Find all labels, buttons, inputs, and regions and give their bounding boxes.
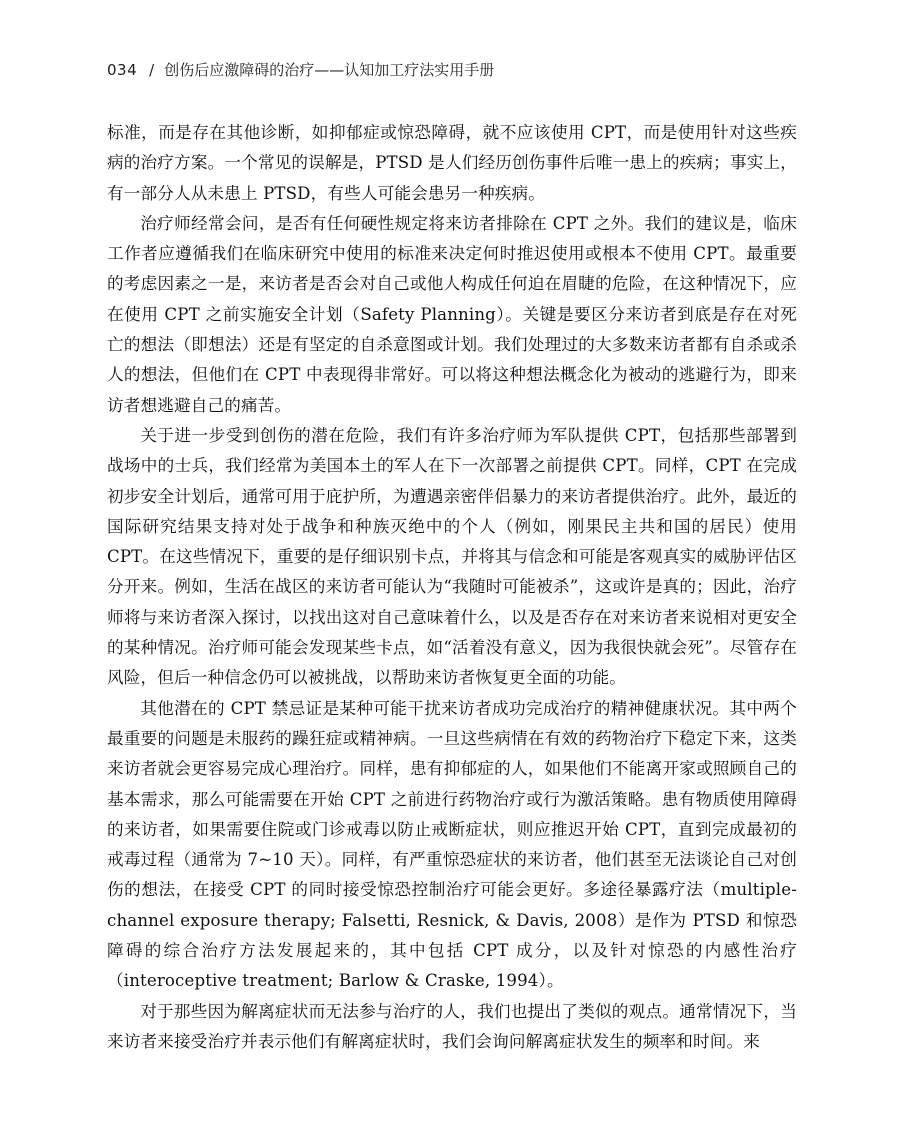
paragraph-exclusion-rules: 治疗师经常会问，是否有任何硬性规定将来访者排除在 CPT 之外。我们的建议是，临床工作者应遵循我们在临床研究中使用的标准来决定何时推迟使用或根本不使用 CPT。最重要的考虑因素之一是，来访者是否会对自己或他人构成任何迫在眉睫的危险，在这种情况下，应在使用 CPT 之前实施安全计划（Safety Planning）。关键是要区分来访者到底是存在对死亡的想法（即想法）还是有坚定的自杀意图或计划。我们处理过的大多数来访者都有自杀或杀人的想法，但他们在 CPT 中表现得非常好。可以将这种想法概念化为被动的逃避行为，即来访者想逃避自己的痛苦。 <box>107 213 797 415</box>
header-separator: / <box>149 61 155 79</box>
paragraph-dissociation: 对于那些因为解离症状而无法参与治疗的人，我们也提出了类似的观点。通常情况下，当来访者来接受治疗并表示他们有解离症状时，我们会询问解离症状发生的频率和时间。来 <box>107 1001 797 1051</box>
paragraph-continued: 标准，而是存在其他诊断，如抑郁症或惊恐障碍，就不应该使用 CPT，而是使用针对这些疾病的治疗方案。一个常见的误解是，PTSD 是人们经历创伤事件后唯一患上的疾病；事实上，有一部分人从未患上 PTSD，有些人可能会患另一种疾病。 <box>107 123 797 203</box>
paragraph-further-trauma: 关于进一步受到创伤的潜在危险，我们有许多治疗师为军队提供 CPT，包括那些部署到战场中的士兵，我们经常为美国本土的军人在下一次部署之前提供 CPT。同样，CPT 在完成初步安全计划后，通常可用于庇护所，为遭遇亲密伴侣暴力的来访者提供治疗。此外，最近的国际研究结果支持对处于战争和种族灭绝中的个人（例如，刚果民主共和国的居民）使用 CPT。在这些情况下，重要的是仔细识别卡点，并将其与信念和可能是客观真实的威胁评估区分开来。例如，生活在战区的来访者可能认为“我随时可能被杀”，这或许是真的；因此，治疗师将与来访者深入探讨，以找出这对自己意味着什么，以及是否存在对来访者来说相对更安全的某种情况。治疗师可能会发现某些卡点，如“活着没有意义，因为我很快就会死”。尽管存在风险，但后一种信念仍可以被挑战，以帮助来访者恢复更全面的功能。 <box>107 425 797 688</box>
book-title: 创伤后应激障碍的治疗——认知加工疗法实用手册 <box>164 61 495 79</box>
body-text <box>107 118 797 1057</box>
paragraph-contraindications: 其他潜在的 CPT 禁忌证是某种可能干扰来访者成功完成治疗的精神健康状况。其中两个最重要的问题是未服药的躁狂症或精神病。一旦这些病情在有效的药物治疗下稳定下来，这类来访者就会更容易完成心理治疗。同样，患有抑郁症的人，如果他们不能离开家或照顾自己的基本需求，那么可能需要在开始 CPT 之前进行药物治疗或行为激活策略。患有物质使用障碍的来访者，如果需要住院或门诊戒毒以防止戒断症状，则应推迟开始 CPT，直到完成最初的戒毒过程（通常为 7~10 天）。同样，有严重惊恐症状的来访者，他们甚至无法谈论自己对创伤的想法，在接受 CPT 的同时接受惊恐控制治疗可能会更好。多途径暴露疗法（multiple-channel exposure therapy; Falsetti, Resnick, & Davis, 2008）是作为 PTSD 和惊恐障碍的综合治疗方法发展起来的，其中包括 CPT 成分，以及针对惊恐的内感性治疗（interoceptive treatment; Barlow & Craske, 1994）。 <box>107 698 797 991</box>
page-number: 034 <box>107 61 138 79</box>
running-header <box>107 60 797 80</box>
